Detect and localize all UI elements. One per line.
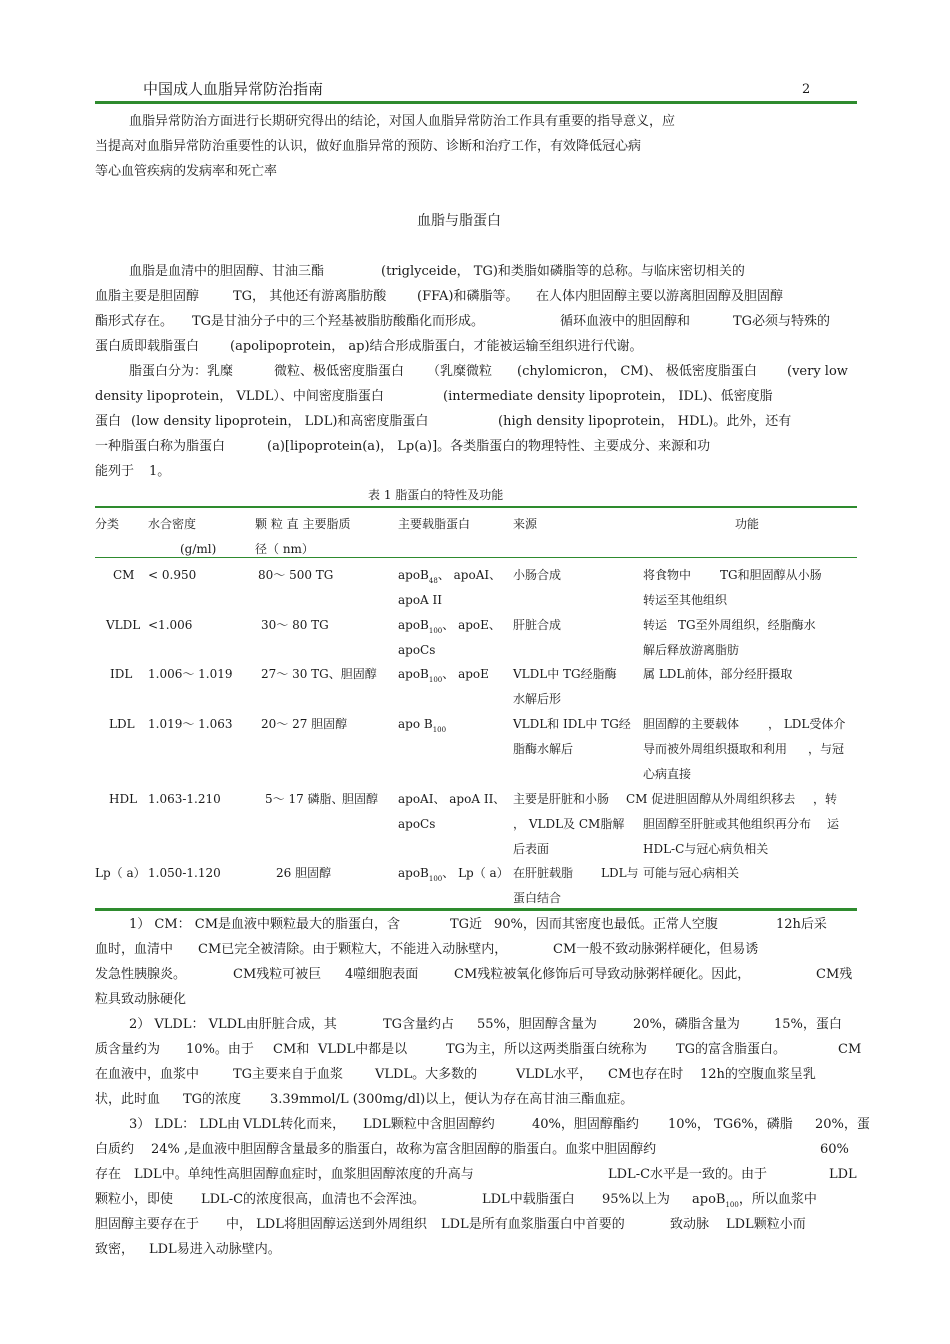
para2-l1-a: 脂蛋白分为：乳糜 [129, 364, 234, 379]
n3-l1-b: VLDL转化而来， [243, 1117, 346, 1132]
n3-l1-f: 20%，蛋 [815, 1117, 870, 1132]
n1-l1-d: 12h后采 [776, 917, 827, 932]
row-vldl-apo-main: apoB [398, 618, 429, 632]
row-hdl-size-2: 胆固醇 [342, 792, 379, 806]
n2-l1-d: 20%，磷脂含量为 [633, 1017, 740, 1032]
row-vldl-source: 肝脏合成 [513, 618, 562, 632]
n2-l3-a: 在血液中，血浆中 [95, 1067, 200, 1082]
n2-l3-b: TG主要来自于血浆 [233, 1067, 344, 1082]
n1-l3-e: CM残 [816, 967, 853, 982]
th-size-unit: 径（ nm） [255, 542, 314, 556]
row-ldl-apo-main: apo B [398, 717, 433, 731]
n2-l1-c: 55%，胆固醇含量为 [477, 1017, 597, 1032]
n2-l2-g: CM [838, 1042, 862, 1057]
row-vldl-apo-rest: 、 apoE、 [442, 618, 501, 632]
row-idl-apo-sub: 100 [428, 676, 443, 684]
para1-l4-a: 蛋白质即载脂蛋白 [95, 339, 200, 354]
para1-l2-d: 在人体内胆固醇主要以游离胆固醇及胆固醇 [536, 289, 784, 304]
n3-l2-c: 60% [820, 1142, 849, 1157]
row-cm-density: < 0.950 [148, 568, 197, 582]
para1-l1-b: (triglyceide， TG)和类脂如磷脂等的总称。与临床密切相关的 [381, 264, 745, 279]
para2-l2-a: density lipoprotein， VLDL）、中间密度脂蛋白 [95, 389, 384, 404]
n3-l4-a: 颗粒小，即使 [95, 1192, 174, 1207]
para1-l3-c: 循环血液中的胆固醇和 [560, 314, 691, 329]
para1-l1-a: 血脂是血清中的胆固醇、甘油三酯 [129, 264, 325, 279]
n2-l3-e: CM也存在时 [608, 1067, 684, 1082]
row-cm-apo [398, 568, 501, 588]
row-ldl-name: LDL [109, 717, 135, 731]
row-hdl-func-d: HDL-C与冠心病负相关 [643, 842, 769, 856]
n1-l4: 粒具致动脉硬化 [95, 992, 187, 1007]
n3-l5-c: LDL是所有血浆脂蛋白中首要的 [441, 1217, 625, 1232]
row-idl-source-b: 水解后形 [513, 692, 562, 706]
row-hdl-name: HDL [109, 792, 138, 806]
n3-l5-d: 致动脉 [670, 1217, 710, 1232]
th-density: 水合密度 [148, 517, 197, 531]
n1-l1-c: 90%，因而其密度也最低。正常人空腹 [494, 917, 718, 932]
n2-l2-c: CM和 [273, 1042, 310, 1057]
row-cm-apo2: apoA II [398, 593, 443, 607]
n2-l2-e: TG为主，所以这两类脂蛋白统称为 [446, 1042, 648, 1057]
row-vldl-size: 30～ 80 TG [261, 618, 329, 632]
row-cm-func-b: TG和胆固醇从小肠 [720, 568, 822, 582]
row-hdl-func-b: ，转 [813, 792, 838, 806]
para2-l4-b: (a)[lipoprotein(a)， Lp(a)]。各类脂蛋白的物理特性、主要成分、来源和功 [267, 439, 711, 454]
n3-l4-apob-sub: 100 [725, 1201, 739, 1209]
n2-l2-d: VLDL中都是以 [318, 1042, 408, 1057]
row-vldl-apo [398, 618, 501, 638]
row-cm-name: CM [113, 568, 135, 582]
row-cm-size: 80～ 500 TG [258, 568, 334, 582]
th-class: 分类 [95, 517, 120, 531]
n1-l1-b: TG近 [450, 917, 483, 932]
n3-l1-a: 3） LDL： LDL由 [129, 1117, 240, 1132]
n3-l2-a: 白质约 [95, 1142, 135, 1157]
row-idl-apo-rest: 、 apoE [442, 667, 489, 681]
n1-l3-c: 4噬细胞表面 [345, 967, 419, 982]
row-cm-source: 小肠合成 [513, 568, 562, 582]
para2-l5-b: 1。 [149, 464, 171, 479]
row-hdl-size: 5～ 17 磷脂、 [265, 792, 344, 806]
row-ldl-source-b: 脂酶水解后 [513, 742, 574, 756]
para2-l1-b: 微粒、极低密度脂蛋白 [274, 364, 405, 379]
n3-l4-c: LDL中载脂蛋白 [482, 1192, 575, 1207]
para2-l3-c: (high density lipoprotein， HDL)。此外，还有 [498, 414, 792, 429]
row-ldl-func-d: ，与冠 [808, 742, 845, 756]
intro-line-2: 当提高对血脂异常防治重要性的认识，做好血脂异常的预防、诊断和治疗工作，有效降低冠心病 [95, 139, 642, 154]
n3-l4-b: LDL-C的浓度很高，血清也不会浑浊。 [201, 1192, 426, 1207]
para1-l2-a: 血脂主要是胆固醇 [95, 289, 200, 304]
row-idl-name: IDL [110, 667, 133, 681]
n3-l5-a: 胆固醇主要存在于 [95, 1217, 200, 1232]
para2-l3-b: (low density lipoprotein， LDL)和高密度脂蛋白 [131, 414, 429, 429]
para1-l3-a: 酯形式存在。 [95, 314, 174, 329]
row-lpa-source-b: 蛋白结合 [513, 891, 562, 905]
n1-l1-a: 1） CM： CM是血液中颗粒最大的脂蛋白，含 [129, 917, 401, 932]
row-hdl-apo2: apoCs [398, 817, 436, 831]
n2-l3-f: 12h的空腹血浆呈乳 [700, 1067, 816, 1082]
n3-l6-b: LDL易进入动脉壁内。 [149, 1242, 281, 1257]
row-hdl-func-c: 胆固醇至肝脏或其他组织再分布 [643, 817, 812, 831]
n2-l4-b: TG的浓度 [183, 1092, 242, 1107]
table-top-rule [95, 506, 857, 508]
row-lpa-name: Lp（ a） [95, 866, 146, 880]
row-lpa-apo-sub: 100 [428, 875, 443, 883]
row-lpa-apo-rest: 、 Lp（ a） [442, 866, 509, 880]
n2-l1-b: TG含量约占 [383, 1017, 455, 1032]
n2-l1-e: 15%，蛋白 [774, 1017, 842, 1032]
n2-l4-c: 3.39mmol/L (300mg/dl)以上，便认为存在高甘油三酯血症。 [270, 1092, 634, 1107]
n3-l3-c: LDL-C水平是一致的。由于 [608, 1167, 768, 1182]
row-lpa-func: 可能与冠心病相关 [643, 866, 740, 880]
n3-l5-e: LDL颗粒小而 [726, 1217, 806, 1232]
intro-line-1: 血脂异常防治方面进行长期研究得出的结论，对国人血脂异常防治工作具有重要的指导意义，应 [129, 114, 676, 129]
row-ldl-func-e: 心病直接 [643, 767, 692, 781]
n1-l2-c: CM一般不致动脉粥样硬化，但易诱 [553, 942, 759, 957]
row-lpa-density: 1.050-1.120 [148, 866, 221, 880]
th-density-unit: (g/ml) [180, 542, 217, 556]
row-ldl-apo [398, 717, 446, 737]
row-cm-func-c: 转运至其他组织 [643, 593, 728, 607]
n1-l3-a: 发急性胰腺炎。 [95, 967, 187, 982]
running-header-title: 中国成人血脂异常防治指南 [143, 80, 324, 98]
n2-l2-f: TG的富含脂蛋白。 [676, 1042, 787, 1057]
row-idl-apo [398, 667, 489, 687]
row-vldl-apo-sub: 100 [428, 627, 443, 635]
para2-l5-a: 能列于 [95, 464, 135, 479]
n1-l2-a: 血时，血清中 [95, 942, 174, 957]
row-ldl-func-a: 胆固醇的主要载体 [643, 717, 740, 731]
row-cm-apo-sub: 48 [428, 577, 438, 585]
row-vldl-density: <1.006 [148, 618, 193, 632]
row-ldl-density: 1.019～ 1.063 [148, 717, 233, 731]
row-vldl-name: VLDL [106, 618, 141, 632]
row-hdl-density: 1.063-1.210 [148, 792, 221, 806]
n2-l2-b: 10%。由于 [186, 1042, 254, 1057]
row-hdl-func-a: CM 促进胆固醇从外周组织移去 [626, 792, 796, 806]
table-caption: 表 1 脂蛋白的特性及功能 [368, 488, 504, 502]
row-vldl-func-c: 解后释放游离脂肪 [643, 643, 740, 657]
row-hdl-source-a: 主要是肝脏和小肠 [513, 792, 610, 806]
th-apo: 主要载脂蛋白 [398, 517, 471, 531]
row-ldl-func-b: ， LDL受体介 [768, 717, 846, 731]
th-size-lipid: 颗 粒 直 主要脂质 [255, 517, 351, 531]
row-lpa-apo [398, 866, 509, 886]
row-idl-apo-main: apoB [398, 667, 429, 681]
row-vldl-func-a: 转运 [643, 618, 668, 632]
th-function: 功能 [735, 517, 760, 531]
row-idl-density: 1.006～ 1.019 [148, 667, 233, 681]
n3-l3-d: LDL [829, 1167, 857, 1182]
row-cm-apo-main: apoB [398, 568, 429, 582]
n3-l1-d: 40%，胆固醇酯约 [532, 1117, 639, 1132]
row-hdl-apo: apoAI、 apoA II、 [398, 792, 506, 806]
header-rule [95, 101, 857, 104]
n1-l3-d: CM残粒被氧化修饰后可导致动脉粥样硬化。因此， [454, 967, 751, 982]
para1-l4-b: (apolipoprotein， ap)结合形成脂蛋白，才能被运输至组织进行代谢。 [230, 339, 643, 354]
n3-l2-b: 24% ,是血液中胆固醇含量最多的脂蛋白，故称为富含胆固醇的脂蛋白。血浆中胆固醇约 [151, 1142, 657, 1157]
table-bottom-rule [95, 908, 857, 911]
row-cm-func-a: 将食物中 [643, 568, 692, 582]
para2-l1-e: (very low [787, 364, 848, 379]
n3-l4-apob: apoB [692, 1192, 726, 1207]
row-lpa-source-mid: LDL与 [601, 866, 639, 880]
para1-l3-b: TG是甘油分子中的三个羟基被脂肪酸酯化而形成。 [192, 314, 485, 329]
n2-l3-c: VLDL。大多数的 [375, 1067, 478, 1082]
row-idl-func: 属 LDL前体，部分经肝摄取 [643, 667, 793, 681]
n3-l4-rest: ，所以血浆中 [738, 1192, 817, 1207]
n2-l1-a: 2） VLDL： VLDL由肝脏合成，其 [129, 1017, 337, 1032]
row-lpa-apo-main: apoB [398, 866, 429, 880]
row-idl-size: 27～ 30 TG、胆固醇 [261, 667, 377, 681]
n3-l3-a: 存在 [95, 1167, 122, 1182]
n3-l6-a: 致密， [95, 1242, 135, 1257]
n3-l1-e: 10%， TG6%，磷脂 [668, 1117, 793, 1132]
row-vldl-func-b: TG至外周组织，经脂酶水 [678, 618, 816, 632]
n2-l3-d: VLDL水平， [516, 1067, 593, 1082]
n2-l4-a: 状，此时血 [95, 1092, 161, 1107]
n3-l4-e [692, 1192, 817, 1213]
row-cm-apo-rest: 、 apoAI、 [437, 568, 502, 582]
para2-l1-d: (chylomicron， CM)、 极低密度脂蛋白 [517, 364, 757, 379]
th-source: 来源 [513, 517, 538, 531]
n2-l2-a: 质含量约为 [95, 1042, 161, 1057]
row-hdl-source-c: 后表面 [513, 842, 550, 856]
row-ldl-func-c: 导而被外周组织摄取和利用 [643, 742, 788, 756]
n3-l4-d: 95%以上为 [602, 1192, 670, 1207]
n1-l3-b: CM残粒可被巨 [233, 967, 322, 982]
section-title: 血脂与脂蛋白 [417, 213, 501, 229]
row-vldl-apo2: apoCs [398, 643, 436, 657]
row-lpa-source-a: 在肝脏载脂 [513, 866, 574, 880]
page-number: 2 [802, 82, 811, 97]
para2-l2-b: (intermediate density lipoprotein， IDL)、低密度脂 [443, 389, 773, 404]
table-header-rule [95, 557, 857, 558]
para1-l3-d: TG必须与特殊的 [733, 314, 831, 329]
row-idl-source-a: VLDL中 TG经脂酶 [513, 667, 617, 681]
row-ldl-size: 20～ 27 胆固醇 [261, 717, 348, 731]
para2-l3-a: 蛋白 [95, 414, 122, 429]
para2-l4-a: 一种脂蛋白称为脂蛋白 [95, 439, 226, 454]
n3-l5-b: 中， LDL将胆固醇运送到外周组织 [226, 1217, 427, 1232]
para2-l1-c: （乳糜微粒 [427, 364, 493, 379]
n1-l2-b: CM已完全被清除。由于颗粒大，不能进入动脉壁内， [198, 942, 508, 957]
n3-l3-b: LDL中。单纯性高胆固醇血症时，血浆胆固醇浓度的升高与 [134, 1167, 474, 1182]
row-lpa-size: 26 胆固醇 [276, 866, 332, 880]
n3-l1-c: LDL颗粒中含胆固醇约 [363, 1117, 495, 1132]
row-hdl-func-e: 运 [827, 817, 840, 831]
para1-l2-b: TG， 其他还有游离脂肪酸 [233, 289, 387, 304]
intro-line-3: 等心血管疾病的发病率和死亡率 [95, 164, 278, 179]
para1-l2-c: (FFA)和磷脂等。 [417, 289, 519, 304]
row-ldl-apo-sub: 100 [432, 726, 447, 734]
row-hdl-source-b: ， VLDL及 CM脂解 [513, 817, 625, 831]
row-ldl-source-a: VLDL和 IDL中 TG经 [513, 717, 631, 731]
